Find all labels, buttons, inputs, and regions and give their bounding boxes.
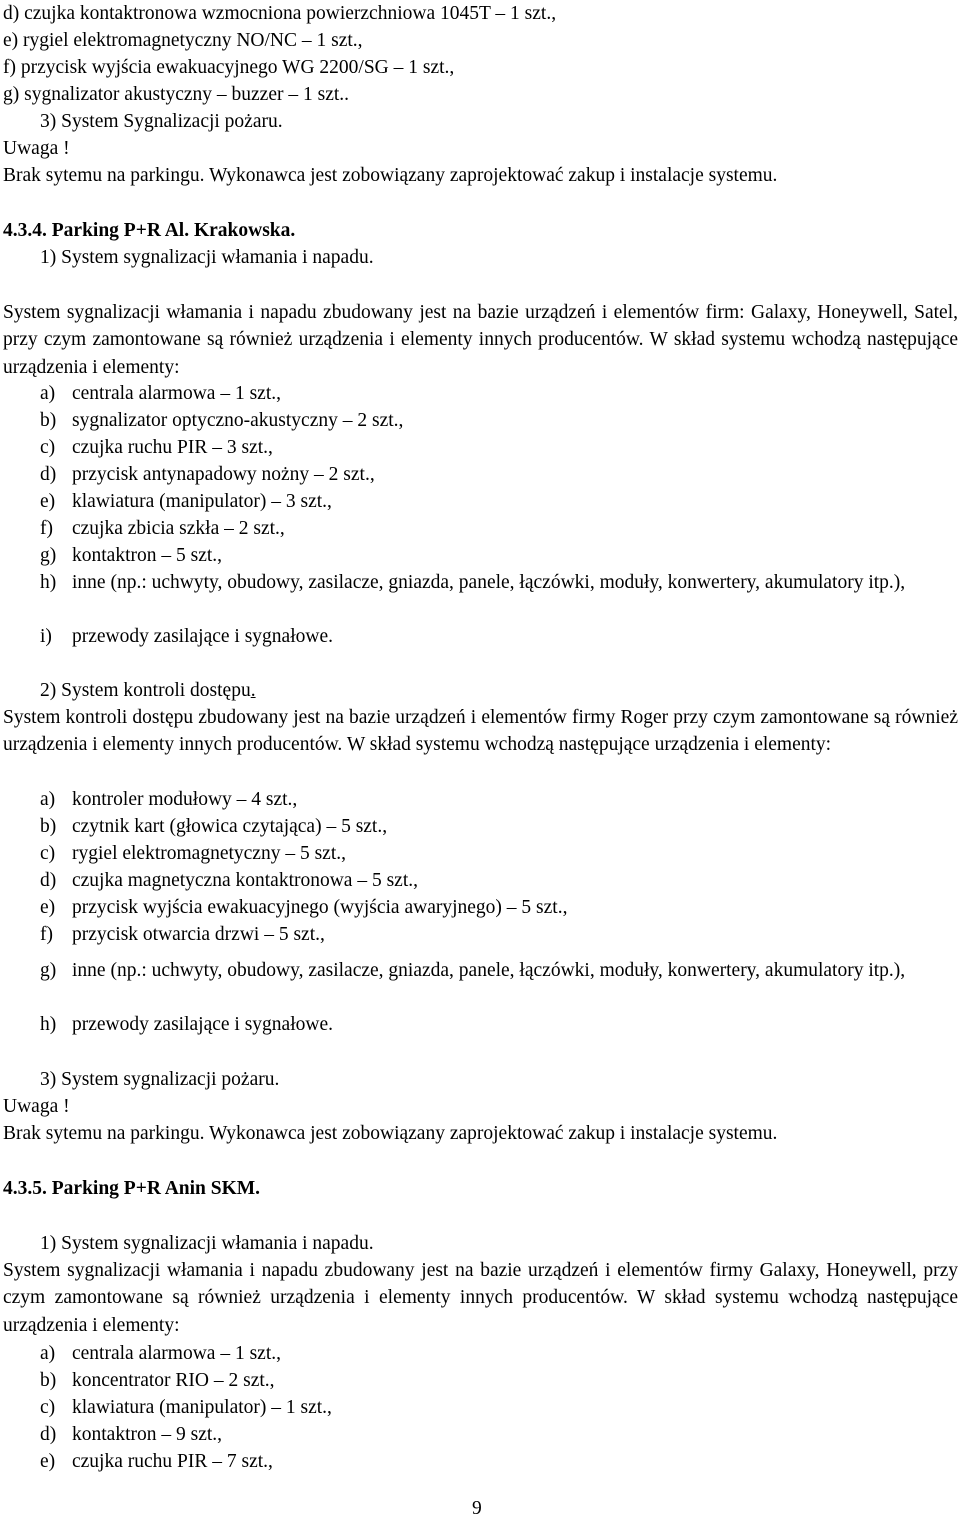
list-item-text: sygnalizator optyczno-akustyczny – 2 szt., <box>72 410 404 431</box>
list-item <box>40 488 332 515</box>
alarm-system-paragraph: System sygnalizacji włamania i napadu zbudowany jest na bazie urządzeń i elementów firmy Galaxy, Honeywell, przy czym zamontowane są również urządzenia i elementy innych producentów. W skład systemu wchodzą następujące urządzenia i elementy: <box>3 1260 958 1336</box>
list-item-label: f) <box>40 924 53 945</box>
list-item <box>40 867 418 894</box>
list-item <box>40 461 375 488</box>
list-item-text: klawiatura (manipulator) – 3 szt., <box>72 491 332 512</box>
list-item <box>40 894 567 921</box>
note-text: Brak sytemu na parkingu. Wykonawca jest zobowiązany zaprojektować zakup i instalacje systemu. <box>3 1123 778 1144</box>
list-item <box>40 1394 332 1421</box>
list-item-text: centrala alarmowa – 1 szt., <box>72 1343 281 1364</box>
list-item <box>40 1421 222 1448</box>
access-control-heading-dot: . <box>250 680 256 701</box>
access-control-heading <box>40 677 256 704</box>
list-item-label: b) <box>40 410 57 431</box>
list-item-text: przycisk antynapadowy nożny – 2 szt., <box>72 464 375 485</box>
list-item <box>40 813 387 840</box>
list-item-label: h) <box>40 1014 57 1035</box>
list-item-label: e) <box>40 897 56 918</box>
list-item-text: kontroler modułowy – 4 szt., <box>72 789 298 810</box>
list-item-text: przycisk wyjścia ewakuacyjnego (wyjścia awaryjnego) – 5 szt., <box>72 897 568 918</box>
list-item-text: przewody zasilające i sygnałowe. <box>72 1014 333 1035</box>
list-item-label: c) <box>40 843 56 864</box>
note-text: Brak sytemu na parkingu. Wykonawca jest zobowiązany zaprojektować zakup i instalacje systemu. <box>3 165 778 186</box>
alarm-system-heading: 1) System sygnalizacji włamania i napadu. <box>40 247 374 268</box>
list-item-text: koncentrator RIO – 2 szt., <box>72 1370 275 1391</box>
list-item: e) rygiel elektromagnetyczny NO/NC – 1 szt., <box>3 30 363 51</box>
page-number: 9 <box>472 1498 482 1519</box>
alarm-system-heading: 1) System sygnalizacji włamania i napadu. <box>40 1233 374 1254</box>
list-item-label: b) <box>40 1370 57 1391</box>
list-item-text: kontaktron – 9 szt., <box>72 1424 223 1445</box>
list-item-text: czujka zbicia szkła – 2 szt., <box>72 518 285 539</box>
list-item-text: czytnik kart (głowica czytająca) – 5 szt., <box>72 816 388 837</box>
list-item-label: c) <box>40 437 56 458</box>
list-item <box>40 542 222 569</box>
list-item-label: h) <box>40 572 57 593</box>
access-control-paragraph: System kontroli dostępu zbudowany jest na bazie urządzeń i elementów firmy Roger przy czym zamontowane są również urządzenia i elementy innych producentów. W skład systemu wchodzą następujące urządzenia i elementy: <box>3 707 958 756</box>
list-item-label: d) <box>40 870 57 891</box>
list-item <box>40 786 297 813</box>
list-item-label: b) <box>40 816 57 837</box>
list-item: d) czujka kontaktronowa wzmocniona powierzchniowa 1045T – 1 szt., <box>3 3 557 24</box>
list-item-text: przewody zasilające i sygnałowe. <box>72 626 333 647</box>
list-item <box>40 840 346 867</box>
list-item-text: czujka ruchu PIR – 7 szt., <box>72 1451 273 1472</box>
section-heading: 4.3.5. Parking P+R Anin SKM. <box>3 1178 261 1199</box>
list-item-label: g) <box>40 960 57 981</box>
list-item-text: inne (np.: uchwyty, obudowy, zasilacze, gniazda, panele, łączówki, moduły, konwertery, akumulatory itp.), <box>72 572 906 593</box>
list-item <box>40 380 281 407</box>
list-item-label: a) <box>40 383 56 404</box>
alarm-system-paragraph: System sygnalizacji włamania i napadu zbudowany jest na bazie urządzeń i elementów firm: Galaxy, Honeywell, Satel, przy czym zamontowane są również urządzenia i elementy innych producentów. W skład systemu wchodzą następujące urządzenia i elementy: <box>3 302 958 378</box>
list-item <box>40 434 273 461</box>
list-item-label: e) <box>40 491 56 512</box>
list-item-text: rygiel elektromagnetyczny – 5 szt., <box>72 843 346 864</box>
list-item <box>40 1448 273 1475</box>
list-item-text: klawiatura (manipulator) – 1 szt., <box>72 1397 332 1418</box>
section-heading: 4.3.4. Parking P+R Al. Krakowska. <box>3 220 296 241</box>
list-item <box>40 1340 281 1367</box>
list-item-text: czujka ruchu PIR – 3 szt., <box>72 437 273 458</box>
access-control-heading-text: 2) System kontroli dostępu <box>40 680 251 701</box>
list-item: g) sygnalizator akustyczny – buzzer – 1 szt.. <box>3 84 350 105</box>
list-item-label: c) <box>40 1397 56 1418</box>
list-item <box>40 407 403 434</box>
list-item <box>40 623 333 650</box>
list-item <box>40 921 325 948</box>
list-item-text: przycisk otwarcia drzwi – 5 szt., <box>72 924 325 945</box>
list-item-label: e) <box>40 1451 56 1472</box>
list-item-text: kontaktron – 5 szt., <box>72 545 223 566</box>
note-label: Uwaga ! <box>3 138 70 159</box>
list-item-label: d) <box>40 1424 57 1445</box>
list-item <box>40 1011 333 1038</box>
list-item-text: czujka magnetyczna kontaktronowa – 5 szt., <box>72 870 419 891</box>
list-item-label: a) <box>40 1343 56 1364</box>
list-item-label: i) <box>40 626 52 647</box>
list-item-label: g) <box>40 545 57 566</box>
list-item-label: a) <box>40 789 56 810</box>
list-item-text: centrala alarmowa – 1 szt., <box>72 383 281 404</box>
list-item-text: inne (np.: uchwyty, obudowy, zasilacze, gniazda, panele, łączówki, moduły, konwertery, akumulatory itp.), <box>72 960 906 981</box>
fire-system-heading: 3) System sygnalizacji pożaru. <box>40 1069 280 1090</box>
list-item <box>40 1367 275 1394</box>
list-item-label: f) <box>40 518 53 539</box>
fire-system-heading: 3) System Sygnalizacji pożaru. <box>40 111 283 132</box>
list-item: f) przycisk wyjścia ewakuacyjnego WG 2200/SG – 1 szt., <box>3 57 455 78</box>
list-item-label: d) <box>40 464 57 485</box>
list-item <box>40 515 285 542</box>
note-label: Uwaga ! <box>3 1096 70 1117</box>
